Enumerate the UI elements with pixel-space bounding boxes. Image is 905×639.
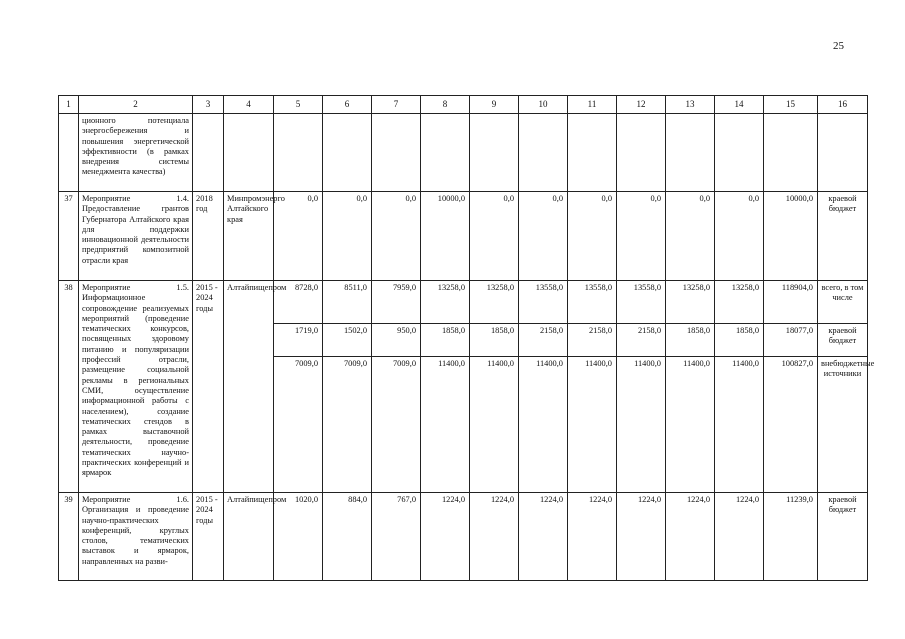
value-cell: 0,0: [372, 192, 421, 281]
source-cell: краевой бюджет: [818, 192, 868, 281]
value-cell: 1020,0: [274, 493, 323, 581]
value-cell: 1502,0: [323, 324, 372, 357]
value-cell: 13258,0: [421, 281, 470, 324]
header-cell: 16: [818, 96, 868, 114]
value-cell: 7009,0: [372, 357, 421, 493]
table-row: [59, 281, 868, 324]
value-cell: 1224,0: [421, 493, 470, 581]
header-cell: 14: [715, 96, 764, 114]
period-cell: 2018 год: [193, 192, 224, 281]
value-cell: 8511,0: [323, 281, 372, 324]
table-row: [59, 493, 868, 581]
value-cell: 11400,0: [519, 357, 568, 493]
period-cell: 2015 - 2024 годы: [193, 281, 224, 493]
value-cell: 767,0: [372, 493, 421, 581]
value-cell: 7009,0: [323, 357, 372, 493]
table-row: [59, 192, 868, 281]
page-number: 25: [833, 40, 844, 52]
source-cell: внебюджетные источники: [818, 357, 868, 493]
row-number-cell: 37: [59, 192, 79, 281]
description-cell: Мероприятие 1.4. Предоставление грантов Губернатора Алтайского края для поддержки инновационной деятельности предприятий композитной отрасли края: [79, 192, 193, 281]
value-cell: 0,0: [617, 192, 666, 281]
value-cell: 1224,0: [519, 493, 568, 581]
value-cell: 1224,0: [568, 493, 617, 581]
value-cell: 1719,0: [274, 324, 323, 357]
executor-cell: Алтайпищепром: [224, 493, 274, 581]
header-cell: 13: [666, 96, 715, 114]
value-cell: 13558,0: [617, 281, 666, 324]
executor-cell: Алтайпищепром: [224, 281, 274, 493]
header-cell: 3: [193, 96, 224, 114]
row-number-cell: [59, 114, 79, 192]
value-cell: 0,0: [568, 192, 617, 281]
value-cell: 1224,0: [617, 493, 666, 581]
value-cell: 7009,0: [274, 357, 323, 493]
value-cell: 10000,0: [421, 192, 470, 281]
header-cell: 11: [568, 96, 617, 114]
value-cell: 0,0: [519, 192, 568, 281]
value-cell: 950,0: [372, 324, 421, 357]
value-cell: 0,0: [666, 192, 715, 281]
header-cell: 1: [59, 96, 79, 114]
header-cell: 6: [323, 96, 372, 114]
value-cell: 1858,0: [470, 324, 519, 357]
header-cell: 9: [470, 96, 519, 114]
value-cell: 2158,0: [568, 324, 617, 357]
value-cell: 13558,0: [568, 281, 617, 324]
value-cell: 1858,0: [715, 324, 764, 357]
header-row: [59, 96, 868, 114]
header-cell: 7: [372, 96, 421, 114]
total-cell: 18077,0: [764, 324, 818, 357]
table-row: [59, 114, 868, 192]
header-cell: 8: [421, 96, 470, 114]
value-cell: 13258,0: [666, 281, 715, 324]
value-cell: 2158,0: [519, 324, 568, 357]
value-cell: 11400,0: [470, 357, 519, 493]
value-cell: 8728,0: [274, 281, 323, 324]
value-cell: 13258,0: [715, 281, 764, 324]
value-cell: 13558,0: [519, 281, 568, 324]
header-cell: 10: [519, 96, 568, 114]
value-cell: 13258,0: [470, 281, 519, 324]
value-cell: 1858,0: [666, 324, 715, 357]
value-cell: 7959,0: [372, 281, 421, 324]
value-cell: 884,0: [323, 493, 372, 581]
value-cell: 0,0: [323, 192, 372, 281]
source-cell: краевой бюджет: [818, 324, 868, 357]
description-cell: Мероприятие 1.5. Информационное сопровождение реализуемых мероприятий (проведение тематических конкурсов, посвященных здоровому питанию и популяризации профессий отрасли, размещение социальной рекламы в региональных СМИ, осуществление информационной работы с населением), создание тематических стендов в рамках выставочной деятельности, проведение тематических научно-практических конференций и ярмарок: [79, 281, 193, 493]
total-cell: 11239,0: [764, 493, 818, 581]
total-cell: 10000,0: [764, 192, 818, 281]
description-cell: Мероприятие 1.6. Организация и проведение научно-практических конференций, круглых столов, тематических выставок и ярмарок, направленных на разви-: [79, 493, 193, 581]
header-cell: 2: [79, 96, 193, 114]
value-cell: 1224,0: [666, 493, 715, 581]
header-cell: 12: [617, 96, 666, 114]
total-cell: 100827,0: [764, 357, 818, 493]
value-cell: 11400,0: [421, 357, 470, 493]
period-cell: 2015 - 2024 годы: [193, 493, 224, 581]
value-cell: 0,0: [470, 192, 519, 281]
executor-cell: Минпромэнерго Алтайского края: [224, 192, 274, 281]
budget-table: [58, 95, 875, 581]
row-number-cell: 38: [59, 281, 79, 493]
value-cell: 1224,0: [470, 493, 519, 581]
header-cell: 5: [274, 96, 323, 114]
value-cell: 1858,0: [421, 324, 470, 357]
value-cell: 11400,0: [715, 357, 764, 493]
source-cell: всего, в том числе: [818, 281, 868, 324]
source-cell: краевой бюджет: [818, 493, 868, 581]
value-cell: 11400,0: [666, 357, 715, 493]
value-cell: 1224,0: [715, 493, 764, 581]
total-cell: 118904,0: [764, 281, 818, 324]
value-cell: 11400,0: [617, 357, 666, 493]
header-cell: 4: [224, 96, 274, 114]
value-cell: 0,0: [274, 192, 323, 281]
header-cell: 15: [764, 96, 818, 114]
description-cell: ционного потенциала энергосбережения и повышения энергетической эффективности (в рамках внедрения системы менеджмента качества): [79, 114, 193, 192]
value-cell: 0,0: [715, 192, 764, 281]
row-number-cell: 39: [59, 493, 79, 581]
value-cell: 2158,0: [617, 324, 666, 357]
value-cell: 11400,0: [568, 357, 617, 493]
